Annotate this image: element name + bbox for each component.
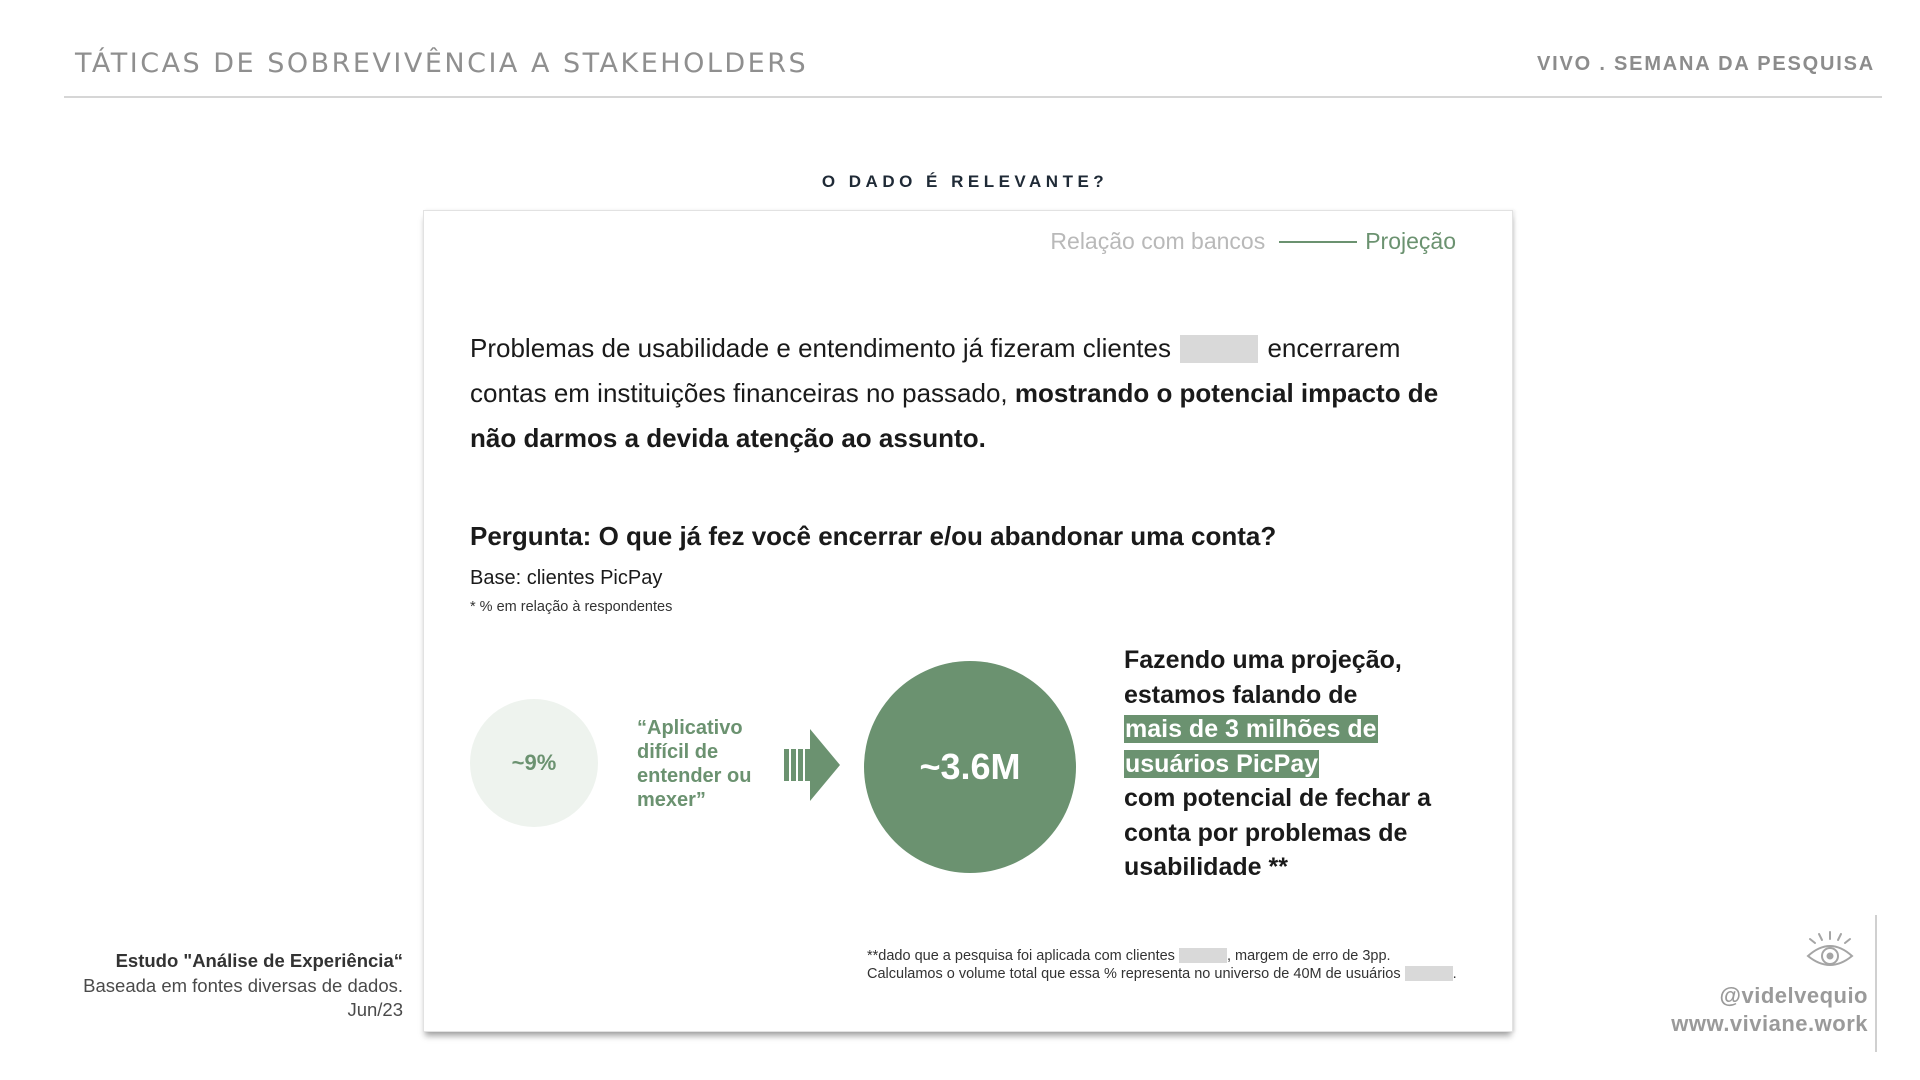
arrow-right-icon <box>784 729 840 801</box>
survey-question: Pergunta: O que já fez você encerrar e/ou abandonar uma conta? <box>470 521 1277 551</box>
source-info <box>83 949 403 1023</box>
footnote-text-1: **dado que a pesquisa foi aplicada com clientes <box>867 948 1175 964</box>
projection-highlight-2: usuários PicPay <box>1125 749 1319 778</box>
percent-value: ~9% <box>511 750 557 775</box>
projection-line-1: Fazendo uma projeção, estamos falando de <box>1124 646 1402 709</box>
footnote <box>867 947 1467 983</box>
source-description: Baseada em fontes diversas de dados. <box>83 974 403 996</box>
intro-text-2: encerrarem contas em instituições financeiras no passado, <box>470 333 1401 408</box>
slide-card <box>423 210 1513 1032</box>
author-handle[interactable]: @videlvequio <box>1719 983 1868 1008</box>
projection-circle <box>864 661 1076 873</box>
intro-paragraph <box>470 326 1470 461</box>
author-divider <box>1875 915 1877 1052</box>
header-divider <box>64 96 1882 98</box>
intro-text-1: Problemas de usabilidade e entendimento já fizeram clientes <box>470 333 1171 363</box>
source-date: Jun/23 <box>347 999 403 1020</box>
nav-active-indicator <box>1279 241 1357 243</box>
redacted-brand-footnote-2 <box>1405 966 1453 981</box>
redacted-brand <box>1180 335 1258 363</box>
presentation-title: TÁTICAS DE SOBREVIVÊNCIA A STAKEHOLDERS <box>75 48 809 79</box>
percent-circle <box>470 699 598 827</box>
projection-highlight-1: mais de 3 milhões de <box>1125 715 1377 743</box>
card-nav <box>1050 228 1456 255</box>
author-site[interactable]: www.viviane.work <box>1671 1011 1868 1036</box>
footnote-text-3: . <box>1452 966 1457 982</box>
projection-text <box>1124 643 1484 885</box>
nav-item-relacao-bancos[interactable]: Relação com bancos <box>1050 228 1266 254</box>
source-title: Estudo "Análise de Experiência“ <box>115 950 403 971</box>
redacted-brand-footnote-1 <box>1179 948 1227 963</box>
eye-icon <box>1805 930 1855 972</box>
projection-value: ~3.6M <box>919 746 1021 787</box>
section-title: O DADO É RELEVANTE? <box>821 172 1109 191</box>
survey-base: Base: clientes PicPay <box>470 567 663 589</box>
answer-quote: “Aplicativo difícil de entender ou mexer” <box>637 717 752 811</box>
intro-text-bold: mostrando o potencial impacto de não darmos a devida atenção ao assunto. <box>470 378 1439 453</box>
nav-item-projecao[interactable]: Projeção <box>1365 228 1456 254</box>
footnote-text-2: , margem de erro de 3pp. Calculamos o volume total que essa % representa no universo de 40M de usuários <box>867 948 1401 982</box>
author-credits <box>1671 982 1868 1038</box>
projection-line-2: com potencial de fechar a conta por problemas de usabilidade ** <box>1124 784 1432 881</box>
event-name: VIVO . SEMANA DA PESQUISA <box>1536 53 1875 75</box>
survey-note: * % em relação à respondentes <box>470 599 673 615</box>
